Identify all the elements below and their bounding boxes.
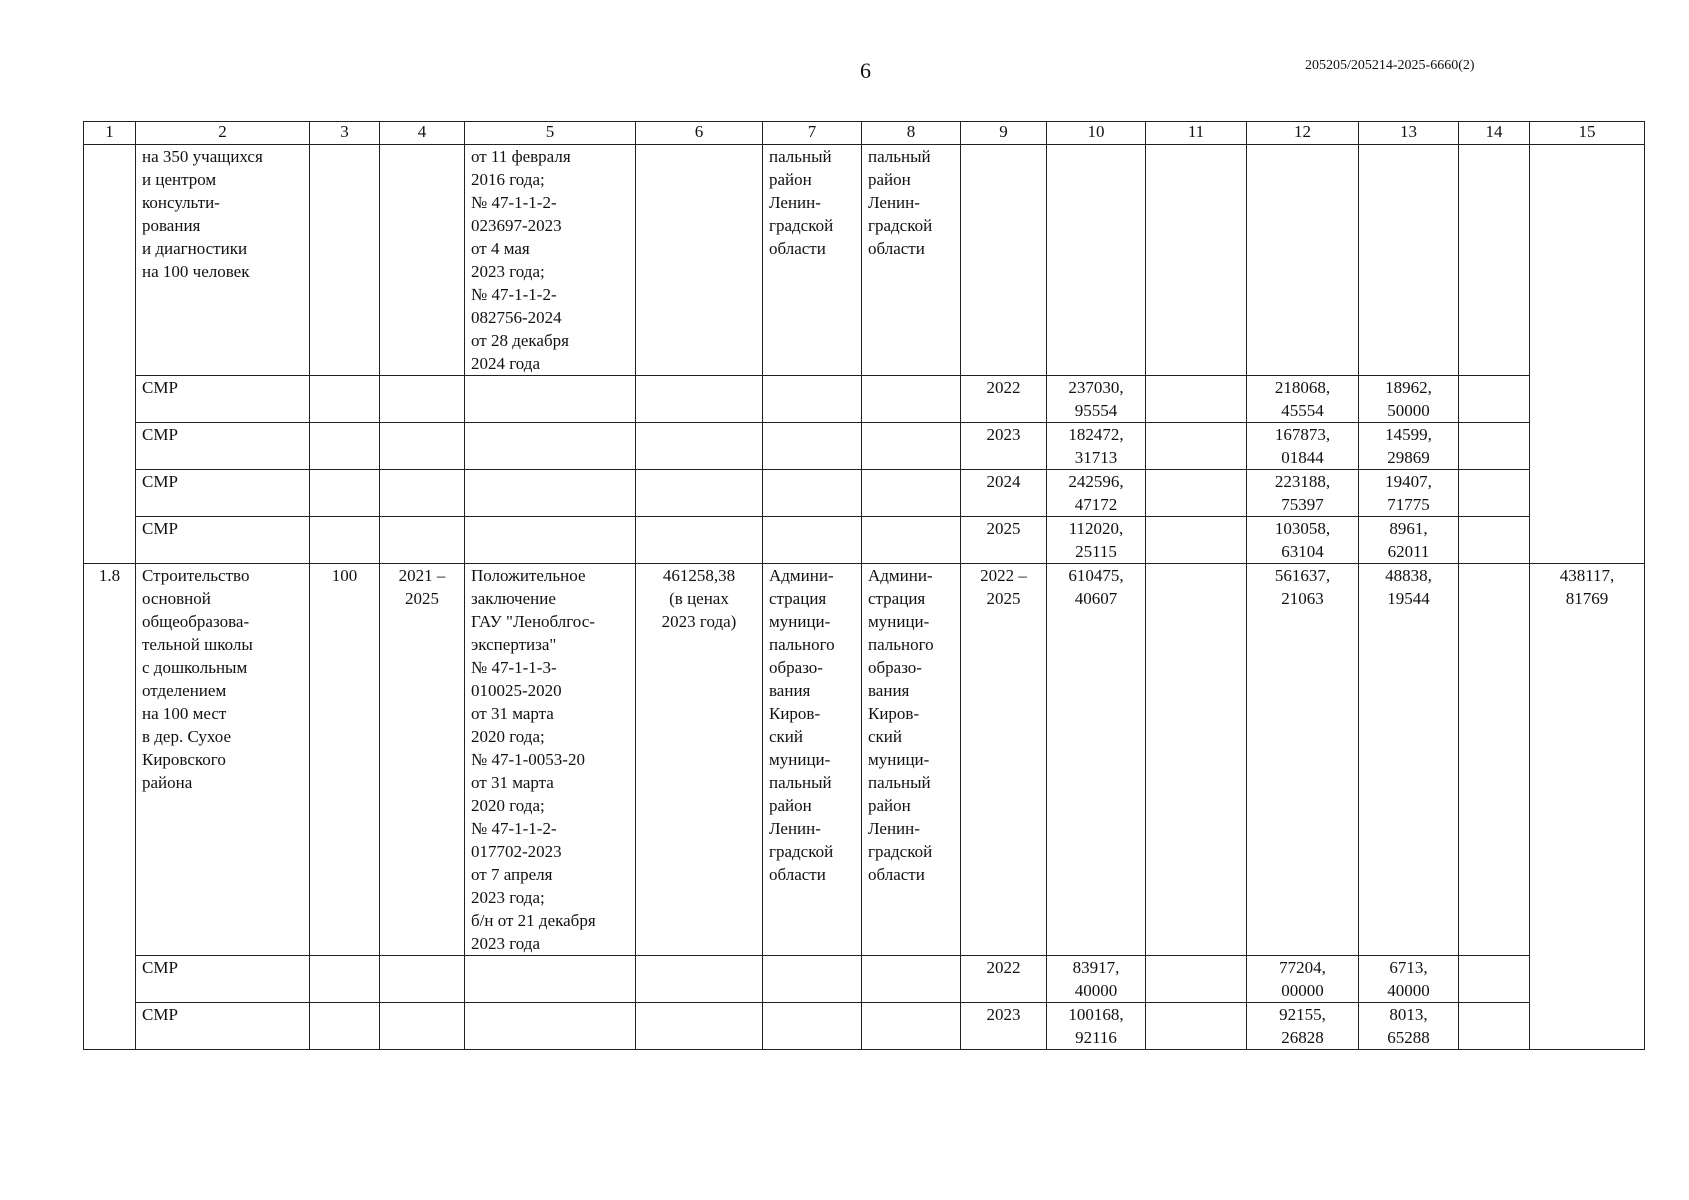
header-cell: 7 <box>763 122 862 145</box>
regional-cell: 103058, 63104 <box>1247 517 1359 564</box>
header-cell: 4 <box>380 122 465 145</box>
total-cell: 237030, 95554 <box>1047 376 1146 423</box>
table-cell <box>380 145 465 376</box>
local-cell: 48838, 19544 <box>1359 564 1459 956</box>
period-cell: 2021 – 2025 <box>380 564 465 956</box>
table-cell <box>310 145 380 376</box>
estimated-cost-cell: 461258,38 (в ценах 2023 года) <box>636 564 763 956</box>
smr-label: СМР <box>136 956 310 1003</box>
table-cell <box>1047 145 1146 376</box>
developer-cell: пальный район Ленин- градской области <box>862 145 961 376</box>
header-cell: 13 <box>1359 122 1459 145</box>
developer-cell: Админи- страция муници- пального образо- вания Киров- ский муници- пальный район Ленин- градской области <box>862 564 961 956</box>
table-cell <box>1146 564 1247 956</box>
smr-row <box>84 376 1645 423</box>
header-cell: 14 <box>1459 122 1530 145</box>
regional-cell: 77204, 00000 <box>1247 956 1359 1003</box>
total-cell: 100168, 92116 <box>1047 1003 1146 1050</box>
smr-row <box>84 956 1645 1003</box>
header-cell: 3 <box>310 122 380 145</box>
header-row <box>84 122 1645 145</box>
object-name-cell: Строительство основной общеобразова- тельной школы с дошкольным отделением на 100 мест в дер. Сухое Кировского района <box>136 564 310 956</box>
table-cell <box>1530 145 1645 564</box>
regional-cell: 167873, 01844 <box>1247 423 1359 470</box>
header-cell: 11 <box>1146 122 1247 145</box>
capacity-cell: 100 <box>310 564 380 956</box>
header-cell: 15 <box>1530 122 1645 145</box>
year-cell: 2022 – 2025 <box>961 564 1047 956</box>
smr-row <box>84 470 1645 517</box>
local-cell: 8013, 65288 <box>1359 1003 1459 1050</box>
header-cell: 9 <box>961 122 1047 145</box>
continuation-row <box>84 145 1645 376</box>
smr-row <box>84 423 1645 470</box>
table-cell <box>961 145 1047 376</box>
header-cell: 5 <box>465 122 636 145</box>
expertise-cell: от 11 февраля 2016 года; № 47-1-1-2- 023697-2023 от 4 мая 2023 года; № 47-1-1-2- 082756-2024 от 28 декабря 2024 года <box>465 145 636 376</box>
local-cell: 6713, 40000 <box>1359 956 1459 1003</box>
expertise-cell: Положительное заключение ГАУ "Леноблгос- экспертиза" № 47-1-1-3- 010025-2020 от 31 марта 2020 года; № 47-1-0053-20 от 31 марта 2020 года; № 47-1-1-2- 017702-2023 от 7 апреля 2023 года; б/н от 21 декабря 2023 года <box>465 564 636 956</box>
smr-row <box>84 1003 1645 1050</box>
table-cell <box>1459 145 1530 376</box>
table-cell <box>1459 564 1530 956</box>
balance-cell: 438117, 81769 <box>1530 564 1645 1050</box>
item-number-cell: 1.8 <box>84 564 136 1050</box>
smr-label: СМР <box>136 376 310 423</box>
item-row <box>84 564 1645 956</box>
table-cell <box>1359 145 1459 376</box>
smr-row <box>84 517 1645 564</box>
regional-cell: 218068, 45554 <box>1247 376 1359 423</box>
customer-cell: пальный район Ленин- градской области <box>763 145 862 376</box>
year-cell: 2023 <box>961 1003 1047 1050</box>
header-cell: 1 <box>84 122 136 145</box>
regional-cell: 223188, 75397 <box>1247 470 1359 517</box>
smr-label: СМР <box>136 470 310 517</box>
customer-cell: Админи- страция муници- пального образо- вания Киров- ский муници- пальный район Ленин- градской области <box>763 564 862 956</box>
total-cell: 83917, 40000 <box>1047 956 1146 1003</box>
regional-cell: 561637, 21063 <box>1247 564 1359 956</box>
total-cell: 242596, 47172 <box>1047 470 1146 517</box>
table-cell <box>636 145 763 376</box>
year-cell: 2025 <box>961 517 1047 564</box>
table-cell <box>1146 145 1247 376</box>
document-id: 205205/205214-2025-6660(2) <box>1305 58 1475 73</box>
year-cell: 2022 <box>961 956 1047 1003</box>
year-cell: 2024 <box>961 470 1047 517</box>
table-cell <box>1247 145 1359 376</box>
page-number: 6 <box>860 58 871 83</box>
total-cell: 112020, 25115 <box>1047 517 1146 564</box>
total-cell: 182472, 31713 <box>1047 423 1146 470</box>
local-cell: 8961, 62011 <box>1359 517 1459 564</box>
local-cell: 14599, 29869 <box>1359 423 1459 470</box>
header-cell: 12 <box>1247 122 1359 145</box>
regional-cell: 92155, 26828 <box>1247 1003 1359 1050</box>
header-cell: 10 <box>1047 122 1146 145</box>
data-table <box>83 121 1645 1050</box>
smr-label: СМР <box>136 1003 310 1050</box>
item-number-cell <box>84 145 136 564</box>
total-cell: 610475, 40607 <box>1047 564 1146 956</box>
header-cell: 8 <box>862 122 961 145</box>
smr-label: СМР <box>136 423 310 470</box>
local-cell: 18962, 50000 <box>1359 376 1459 423</box>
header-cell: 2 <box>136 122 310 145</box>
local-cell: 19407, 71775 <box>1359 470 1459 517</box>
smr-label: СМР <box>136 517 310 564</box>
year-cell: 2022 <box>961 376 1047 423</box>
header-cell: 6 <box>636 122 763 145</box>
year-cell: 2023 <box>961 423 1047 470</box>
object-name-cell: на 350 учащихся и центром консульти- рования и диагностики на 100 человек <box>136 145 310 376</box>
